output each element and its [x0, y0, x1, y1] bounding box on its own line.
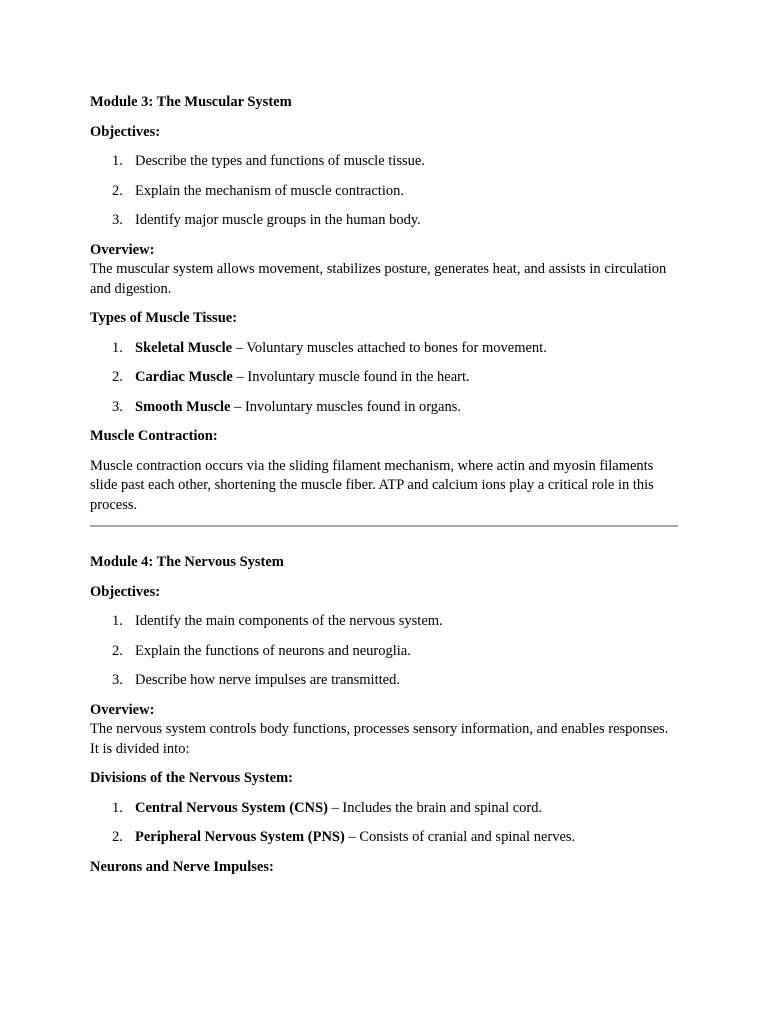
term-description: – Includes the brain and spinal cord.	[327, 799, 543, 816]
term: Central Nervous System (CNS)	[135, 799, 328, 816]
muscle-tissue-heading: Types of Muscle Tissue:	[90, 310, 238, 326]
objective-text: Identify major muscle groups in the human body.	[135, 212, 421, 228]
nervous-divisions-heading: Divisions of the Nervous System:	[90, 770, 293, 786]
objective-text: Explain the functions of neurons and neuroglia.	[135, 642, 411, 659]
neurons-impulses-heading: Neurons and Nerve Impulses:	[90, 858, 274, 875]
module-3-overview-text: The muscular system allows movement, stabilizes posture, generates heat, and assists in circulation and digestion.	[90, 261, 667, 297]
list-item: 1. Describe the types and functions of muscle tissue.	[112, 153, 425, 169]
term-description: – Consists of cranial and spinal nerves.	[344, 829, 576, 845]
nervous-divisions-list	[90, 799, 678, 848]
list-item: 3. Smooth Muscle – Involuntary muscles found in organs.	[112, 398, 461, 415]
muscle-contraction-heading: Muscle Contraction:	[90, 428, 218, 444]
module-3-overview-heading: Overview:	[90, 241, 155, 258]
module-3-title: Module 3: The Muscular System	[90, 94, 292, 110]
list-item: 1. Central Nervous System (CNS) – Includes the brain and spinal cord.	[112, 799, 543, 816]
list-item: 1. Skeletal Muscle – Voluntary muscles attached to bones for movement.	[112, 339, 547, 356]
module-4-overview-text: The nervous system controls body functions, processes sensory information, and enables responses. It is divided into:	[90, 721, 669, 757]
term-description: – Voluntary muscles attached to bones for movement.	[232, 339, 547, 356]
term: Cardiac Muscle	[135, 369, 233, 385]
list-item: 2. Explain the mechanism of muscle contraction.	[112, 182, 404, 199]
objective-text: Identify the main components of the nervous system.	[135, 613, 443, 629]
module-3-objectives-heading: Objectives:	[90, 123, 161, 140]
list-item: 2. Explain the functions of neurons and neuroglia.	[112, 642, 411, 659]
list-item: 3. Identify major muscle groups in the human body.	[112, 212, 421, 228]
term: Peripheral Nervous System (PNS)	[135, 829, 345, 845]
objective-text: Describe the types and functions of muscle tissue.	[135, 153, 425, 169]
module-4-objectives-list	[90, 612, 678, 691]
term-description: – Involuntary muscle found in the heart.	[232, 369, 470, 385]
module-4-title: Module 4: The Nervous System	[90, 554, 284, 570]
muscle-contraction-text: Muscle contraction occurs via the sliding filament mechanism, where actin and myosin filaments slide past each other, shortening the muscle fiber. ATP and calcium ions play a critical role in this process.	[90, 457, 654, 513]
objective-text: Explain the mechanism of muscle contraction.	[135, 182, 404, 199]
module-4-objectives-heading: Objectives:	[90, 583, 161, 600]
section-divider	[90, 525, 678, 527]
muscle-tissue-list	[90, 339, 678, 418]
objective-text: Describe how nerve impulses are transmitted.	[135, 672, 400, 688]
module-3-objectives-list	[90, 152, 678, 231]
module-4-section	[90, 553, 678, 877]
list-item: 1. Identify the main components of the nervous system.	[112, 613, 443, 629]
term-description: – Involuntary muscles found in organs.	[230, 398, 461, 415]
module-3-section	[90, 93, 678, 515]
list-item: 2. Cardiac Muscle – Involuntary muscle found in the heart.	[112, 369, 470, 385]
list-item: 2. Peripheral Nervous System (PNS) – Consists of cranial and spinal nerves.	[112, 829, 576, 845]
term: Smooth Muscle	[135, 398, 231, 415]
term: Skeletal Muscle	[135, 339, 233, 356]
list-item: 3. Describe how nerve impulses are transmitted.	[112, 672, 400, 688]
module-4-overview-heading: Overview:	[90, 701, 155, 718]
